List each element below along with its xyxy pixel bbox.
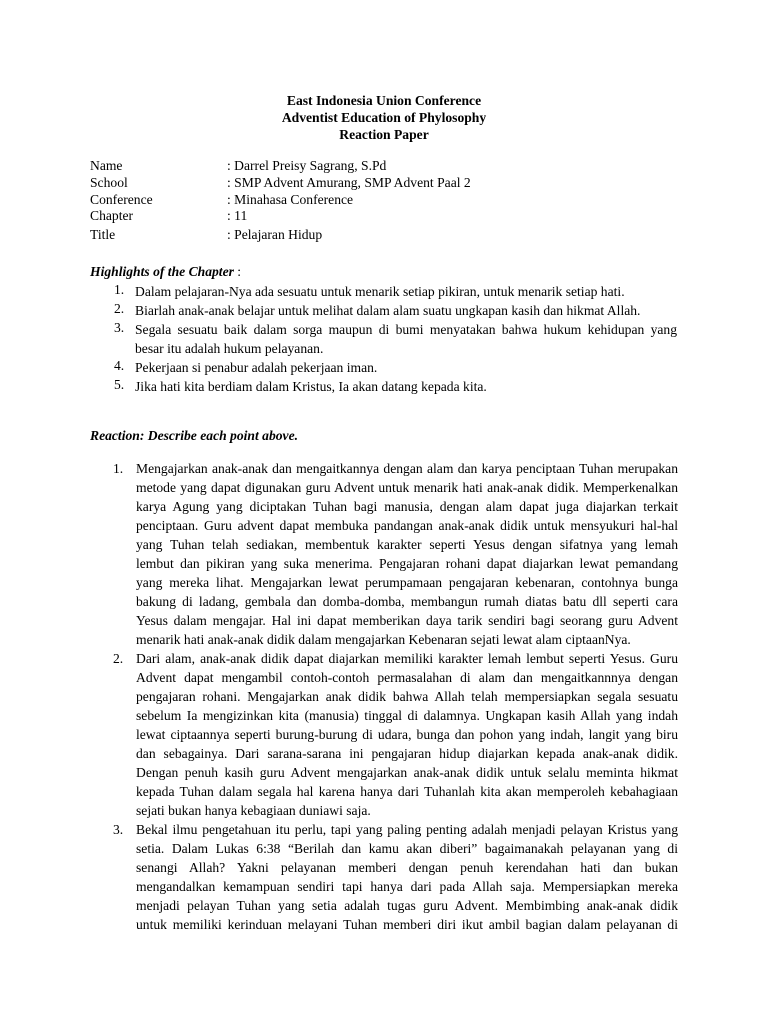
reaction-title: Reaction: Describe each point above. bbox=[90, 428, 299, 443]
info-label-chapter: Chapter bbox=[90, 208, 134, 223]
paragraph-line: menjadi pelayan Tuhan yang setia adalah tugas guru Advent. Membimbing anak-anak didik bbox=[136, 898, 678, 913]
paragraph-line: mengandalkan kemampuan sendiri tapi hanya dari pada Allah saja. Mempersiapkan mereka bbox=[136, 879, 678, 894]
paragraph-line: yang mereka lihat. Mengajarkan lewat perumpamaan pengajaran kebenaran, contohnya bunga bbox=[136, 575, 678, 590]
list-text-continued: besar itu adalah hukum pelayanan. bbox=[135, 341, 324, 356]
paragraph-line: dan sebagainya. Dari sarana-sarana ini pengajaran hidup diajarkan kepada anak-anak didik. bbox=[136, 746, 678, 761]
list-number: 2. bbox=[113, 651, 124, 666]
list-number: 3. bbox=[114, 320, 125, 335]
highlights-title bbox=[90, 264, 241, 280]
info-label-name: Name bbox=[90, 158, 123, 173]
list-number: 1. bbox=[114, 282, 125, 297]
paragraph-line: karya Agung yang diciptakan Tuhan bagi manusia, dengan alam dapat juga diajarkan terkait bbox=[136, 499, 678, 514]
paragraph-line: sejati bukan hanya kebagiaan duniawi saja. bbox=[136, 803, 371, 818]
paragraph-line: Advent dapat mengambil contoh-contoh permasalahan di alam dan mengaitkannnya dengan bbox=[136, 670, 678, 685]
list-number: 1. bbox=[113, 461, 124, 476]
paragraph-line: kepada Tuhan dalam segala hal karena hanya dari Tuhanlah kita akan memperoleh kebahagiaan bbox=[136, 784, 678, 799]
highlights-title-suffix: : bbox=[233, 264, 242, 279]
paragraph-line: senangi Allah? Yakni pelayanan memberi dengan penuh kerendahan hati dan bukan bbox=[136, 860, 678, 875]
paragraph-line: untuk memiliki kerinduan melayani Tuhan memberi diri ikut ambil bagian dalam pelayanan di bbox=[136, 917, 678, 932]
list-number: 3. bbox=[113, 822, 124, 837]
list-text: Pekerjaan si penabur adalah pekerjaan iman. bbox=[135, 360, 378, 375]
list-number: 5. bbox=[114, 377, 125, 392]
paragraph-line: penciptaan. Guru advent dapat membuka pandangan anak-anak didik untuk mensyukuri hal-hal bbox=[136, 518, 678, 533]
list-number: 2. bbox=[114, 301, 125, 316]
info-value-school: : SMP Advent Amurang, SMP Advent Paal 2 bbox=[227, 175, 471, 190]
header-course: Adventist Education of Phylosophy bbox=[281, 110, 487, 125]
header-doc-type: Reaction Paper bbox=[339, 127, 429, 142]
info-label-school: School bbox=[90, 175, 128, 190]
info-value-chapter: : 11 bbox=[227, 208, 248, 223]
list-text: Segala sesuatu baik dalam sorga maupun di bumi menyatakan bahwa hukum kehidupan yang bbox=[135, 322, 677, 337]
paragraph-line: Mengajarkan anak-anak dan mengaitkannya dengan alam dan karya penciptaan Tuhan merupakan bbox=[136, 461, 678, 476]
info-value-conference: : Minahasa Conference bbox=[227, 192, 354, 207]
paragraph-line: Yesus dalam mengajar. Hal ini dapat memberikan daya tarik sendiri bagi seorang guru Advent bbox=[136, 613, 678, 628]
paragraph-line: lembut dan pikiran yang suka menerima. Pengajaran rohani dapat diajarkan lewat pemandang bbox=[136, 556, 678, 571]
list-number: 4. bbox=[114, 358, 125, 373]
header-conference: East Indonesia Union Conference bbox=[286, 93, 482, 108]
paragraph-line: bakung di ladang, gembala dan domba-domba, membangun rumah diatas batu dll seperti cara bbox=[136, 594, 678, 609]
info-label-title: Title bbox=[90, 227, 116, 242]
paragraph-line: Dari alam, anak-anak didik dapat diajarkan memiliki karakter lemah lembut seperti Yesus. Guru bbox=[136, 651, 678, 666]
paragraph-line: sebelum Ia mengizinkan kita (manusia) tinggal di dalamnya. Ungkapan kasih Allah yang indah bbox=[136, 708, 678, 723]
list-text: Dalam pelajaran-Nya ada sesuatu untuk menarik setiap pikiran, untuk menarik setiap hati. bbox=[135, 284, 625, 299]
paragraph-line: menarik hati anak-anak didik dalam mengajarkan Kebenaran sejati lewat alam ciptaanNya. bbox=[136, 632, 631, 647]
highlights-title-text: Highlights of the Chapter bbox=[90, 264, 234, 279]
paragraph-line: Dengan penuh kasih guru Advent mengajarkan anak-anak didik untuk selalu meminta hikmat bbox=[136, 765, 678, 780]
paragraph-line: metode yang dapat digunakan guru Advent untuk menarik hati anak-anak didik. Memperkenalkan bbox=[136, 480, 678, 495]
info-value-title: : Pelajaran Hidup bbox=[227, 227, 323, 242]
info-value-name: : Darrel Preisy Sagrang, S.Pd bbox=[227, 158, 387, 173]
info-label-conference: Conference bbox=[90, 192, 153, 207]
list-text: Jika hati kita berdiam dalam Kristus, Ia akan datang kepada kita. bbox=[135, 379, 487, 394]
list-text: Biarlah anak-anak belajar untuk melihat dalam alam suatu ungkapan kasih dan hikmat Allah. bbox=[135, 303, 641, 318]
paragraph-line: Bekal ilmu pengetahuan itu perlu, tapi yang paling penting adalah menjadi pelayan Kristus yang bbox=[136, 822, 678, 837]
paragraph-line: setia. Dalam Lukas 6:38 “Berilah dan kamu akan diberi” bagaimanakah pelayanan yang di bbox=[136, 841, 678, 856]
paragraph-line: yang Tuhan telah sediakan, membentuk karakter seperti Yesus dengan sifatnya yang lemah bbox=[136, 537, 678, 552]
paragraph-line: lewat ciptaannya seperti burung-burung di udara, bunga dan pohon yang indah, langit yang biru bbox=[136, 727, 678, 742]
paragraph-line: pengajaran rohani. Mengajarkan anak didik bahwa Allah telah mempersiapkan segala sesuatu bbox=[136, 689, 678, 704]
